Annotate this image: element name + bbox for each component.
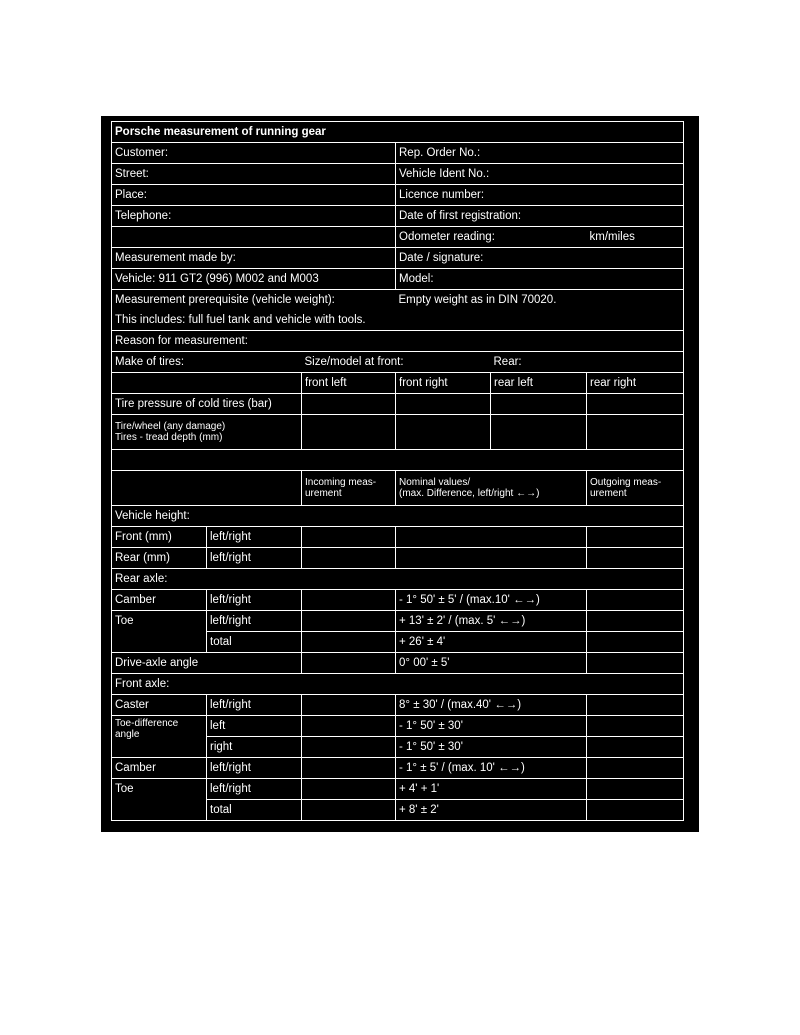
tire-wheel-line2: Tires - tread depth (mm) — [115, 432, 223, 443]
input-cell[interactable] — [302, 737, 396, 758]
toe-difference-line1: Toe-difference — [115, 718, 179, 729]
nominal-header-line1: Nominal values/ — [399, 477, 471, 488]
toe-diff-right-nominal: - 1° 50' ± 30' — [396, 737, 587, 758]
drive-axle-label: Drive-axle angle — [112, 653, 302, 674]
includes-label: This includes: full fuel tank and vehicle with tools. — [112, 310, 684, 331]
front-toe-nominal: + 4' + 1' — [396, 779, 587, 800]
front-toe-total-nominal: + 8' ± 2' — [396, 800, 587, 821]
rep-order-field[interactable]: Rep. Order No.: — [396, 143, 684, 164]
toe-diff-left-nominal: - 1° 50' ± 30' — [396, 716, 587, 737]
input-cell[interactable] — [302, 695, 396, 716]
drive-axle-nominal: 0° 00' ± 5' — [396, 653, 587, 674]
nominal-cell — [396, 527, 587, 548]
input-cell[interactable] — [587, 611, 684, 632]
empty-weight-label: Empty weight as in DIN 70020. — [396, 290, 684, 311]
incoming-header-line2: urement — [305, 488, 342, 499]
input-cell[interactable] — [587, 716, 684, 737]
model-field[interactable]: Model: — [396, 269, 684, 290]
col-front-right: front right — [396, 373, 491, 394]
telephone-field[interactable]: Telephone: — [112, 206, 396, 227]
front-toe-side: left/right — [207, 779, 302, 800]
measurement-sheet — [101, 116, 699, 832]
input-cell[interactable] — [302, 800, 396, 821]
nominal-header-line2: (max. Difference, left/right ←→) — [399, 488, 540, 499]
input-cell[interactable] — [302, 716, 396, 737]
rear-camber-label: Camber — [112, 590, 207, 611]
input-cell[interactable] — [302, 779, 396, 800]
tire-header-blank — [112, 373, 302, 394]
input-cell[interactable] — [396, 394, 491, 415]
rear-toe-label: Toe — [112, 611, 207, 653]
toe-difference-line2: angle — [115, 729, 140, 740]
tire-wheel-label — [112, 415, 302, 450]
customer-field[interactable]: Customer: — [112, 143, 396, 164]
nominal-cell — [396, 548, 587, 569]
height-front-label: Front (mm) — [112, 527, 207, 548]
input-cell[interactable] — [587, 758, 684, 779]
odometer-unit: km/miles — [587, 227, 684, 248]
rear-tire-field[interactable]: Rear: — [491, 352, 684, 373]
nominal-header — [396, 471, 587, 506]
licence-field[interactable]: Licence number: — [396, 185, 684, 206]
input-cell[interactable] — [302, 611, 396, 632]
reason-field[interactable]: Reason for measurement: — [112, 331, 684, 352]
toe-diff-left-label: left — [207, 716, 302, 737]
size-front-field[interactable]: Size/model at front: — [302, 352, 491, 373]
front-toe-label: Toe — [112, 779, 207, 821]
input-cell[interactable] — [587, 695, 684, 716]
vehicle-field: Vehicle: 911 GT2 (996) M002 and M003 — [112, 269, 396, 290]
make-tires-field[interactable]: Make of tires: — [112, 352, 302, 373]
height-rear-label: Rear (mm) — [112, 548, 207, 569]
rear-toe-total-label: total — [207, 632, 302, 653]
rear-toe-side: left/right — [207, 611, 302, 632]
front-toe-total-label: total — [207, 800, 302, 821]
vehicle-height-section: Vehicle height: — [112, 506, 684, 527]
input-cell[interactable] — [302, 653, 396, 674]
tire-wheel-line1: Tire/wheel (any damage) — [115, 421, 226, 432]
rear-camber-nominal: - 1° 50' ± 5' / (max.10' ←→) — [396, 590, 587, 611]
input-cell[interactable] — [302, 758, 396, 779]
input-cell[interactable] — [587, 590, 684, 611]
input-cell[interactable] — [587, 415, 684, 450]
input-cell[interactable] — [302, 415, 396, 450]
col-rear-right: rear right — [587, 373, 684, 394]
vehicle-ident-field[interactable]: Vehicle Ident No.: — [396, 164, 684, 185]
input-cell[interactable] — [302, 632, 396, 653]
incoming-header-line1: Incoming meas- — [305, 477, 377, 488]
col-rear-left: rear left — [491, 373, 587, 394]
input-cell[interactable] — [587, 779, 684, 800]
input-cell[interactable] — [491, 415, 587, 450]
outgoing-header-line1: Outgoing meas- — [590, 477, 662, 488]
toe-difference-label — [112, 716, 207, 758]
measurement-by-field[interactable]: Measurement made by: — [112, 248, 396, 269]
incoming-header — [302, 471, 396, 506]
tire-pressure-label: Tire pressure of cold tires (bar) — [112, 394, 302, 415]
outgoing-header-line2: urement — [590, 488, 627, 499]
measure-header-blank — [112, 471, 302, 506]
outgoing-header — [587, 471, 684, 506]
rear-camber-side: left/right — [207, 590, 302, 611]
input-cell[interactable] — [587, 394, 684, 415]
odometer-field[interactable]: Odometer reading: — [396, 227, 587, 248]
caster-side: left/right — [207, 695, 302, 716]
caster-label: Caster — [112, 695, 207, 716]
input-cell[interactable] — [302, 527, 396, 548]
input-cell[interactable] — [302, 394, 396, 415]
height-front-side: left/right — [207, 527, 302, 548]
input-cell[interactable] — [587, 800, 684, 821]
caster-nominal: 8° ± 30' / (max.40' ←→) — [396, 695, 587, 716]
input-cell[interactable] — [587, 527, 684, 548]
height-rear-side: left/right — [207, 548, 302, 569]
col-front-left: front left — [302, 373, 396, 394]
input-cell[interactable] — [587, 632, 684, 653]
place-field[interactable]: Place: — [112, 185, 396, 206]
front-camber-label: Camber — [112, 758, 207, 779]
input-cell[interactable] — [396, 415, 491, 450]
blank-field — [112, 227, 396, 248]
front-camber-nominal: - 1° ± 5' / (max. 10' ←→) — [396, 758, 587, 779]
form-title: Porsche measurement of running gear — [112, 122, 684, 143]
input-cell[interactable] — [587, 548, 684, 569]
first-registration-field[interactable]: Date of first registration: — [396, 206, 684, 227]
toe-diff-right-label: right — [207, 737, 302, 758]
rear-toe-total-nominal: + 26' ± 4' — [396, 632, 587, 653]
input-cell[interactable] — [587, 653, 684, 674]
rear-toe-nominal: + 13' ± 2' / (max. 5' ←→) — [396, 611, 587, 632]
prerequisite-label: Measurement prerequisite (vehicle weight): — [112, 290, 396, 311]
front-camber-side: left/right — [207, 758, 302, 779]
input-cell[interactable] — [491, 394, 587, 415]
rear-axle-section: Rear axle: — [112, 569, 684, 590]
measurement-form-table — [111, 121, 684, 821]
street-field[interactable]: Street: — [112, 164, 396, 185]
front-axle-section: Front axle: — [112, 674, 684, 695]
input-cell[interactable] — [587, 737, 684, 758]
spacer-row — [112, 450, 684, 471]
date-signature-field[interactable]: Date / signature: — [396, 248, 684, 269]
input-cell[interactable] — [302, 590, 396, 611]
input-cell[interactable] — [302, 548, 396, 569]
